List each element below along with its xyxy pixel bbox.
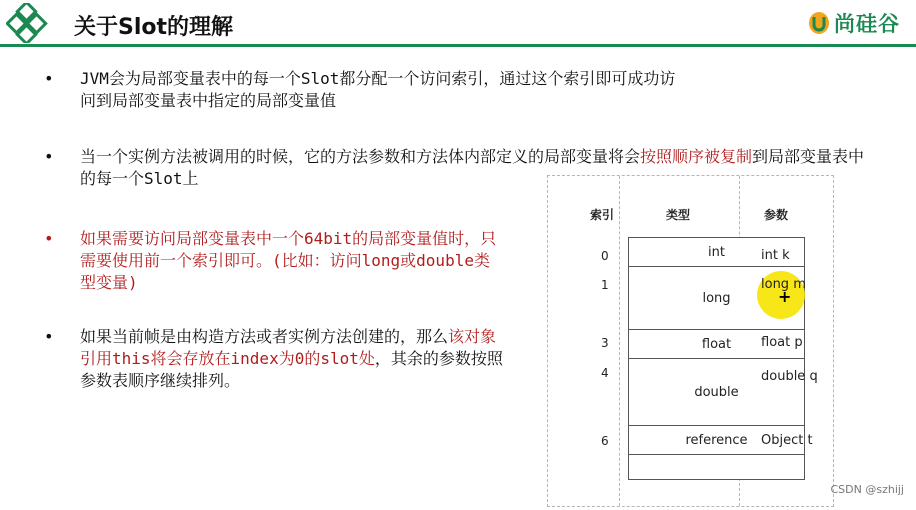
brand-u-icon <box>808 11 830 35</box>
slot-cell: int <box>628 237 805 267</box>
index-label: 3 <box>601 336 609 350</box>
bullet-4-post: ，其余的参数按照参数表顺序继续排列。 <box>80 349 503 390</box>
bullet-4-highlight: 该对象引用this将会存放在index为0的slot处 <box>80 327 497 368</box>
bullet-2-highlight: 按照顺序被复制 <box>640 147 753 166</box>
header-index: 索引 <box>590 208 615 222</box>
slide-header <box>0 0 916 46</box>
bullet-4-pre: 如果当前帧是由构造方法或者实例方法创建的，那么 <box>80 327 449 346</box>
slot-cell: double <box>628 358 805 426</box>
watermark: CSDN @szhijj <box>830 483 904 496</box>
bullet-dot: • <box>44 147 54 166</box>
bullet-1-line-1: JVM会为局部变量表中的每一个Slot都分配一个访问索引，通过这个索引即可成功访 <box>80 69 676 88</box>
bullet-2-pre: 当一个实例方法被调用的时候，它的方法参数和方法体内部定义的局部变量将会 <box>80 147 641 166</box>
bullet-dot: • <box>44 327 54 346</box>
column-divider <box>619 176 620 506</box>
crosshair-cursor-icon: + <box>778 287 792 306</box>
bullet-dot: • <box>44 229 54 248</box>
slot-cell: long <box>628 266 805 330</box>
bullet-4 <box>44 326 510 392</box>
index-label: 0 <box>601 249 609 263</box>
local-variable-table <box>547 175 834 507</box>
slot-cell: float <box>628 329 805 359</box>
slot-cell-empty <box>628 454 805 480</box>
index-label: 1 <box>601 278 609 292</box>
header-divider <box>0 44 916 47</box>
header-param: 参数 <box>764 208 789 222</box>
slide-title: 关于Slot的理解 <box>74 15 234 40</box>
bullet-dot: • <box>44 69 54 88</box>
brand-name: 尚硅谷 <box>834 12 900 36</box>
bullet-3-text: 如果需要访问局部变量表中一个64bit的局部变量值时，只需要使用前一个索引即可。(比如：访问long或double类型变量) <box>80 229 497 292</box>
header-type: 类型 <box>666 208 691 222</box>
bullet-3 <box>44 228 500 294</box>
diamond-logo-icon <box>6 3 54 43</box>
index-label: 6 <box>601 434 609 448</box>
bullet-2-post: 到局部变量表中的每一个Slot上 <box>80 147 865 188</box>
param-label: float p <box>761 335 803 350</box>
brand-logo <box>808 9 900 37</box>
index-label: 4 <box>601 366 609 380</box>
param-label: double q <box>761 369 818 384</box>
param-label: int k <box>761 248 790 263</box>
param-label: long m <box>761 277 806 292</box>
param-label: Object t <box>761 433 813 448</box>
slot-cell: reference <box>628 425 805 455</box>
bullet-1-line-2: 问到局部变量表中指定的局部变量值 <box>80 91 337 110</box>
bullet-1 <box>44 68 860 112</box>
